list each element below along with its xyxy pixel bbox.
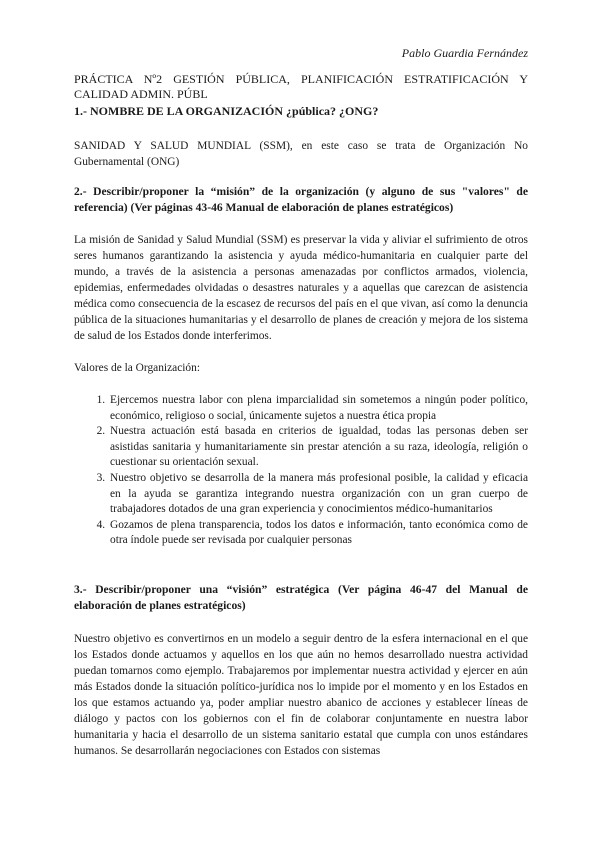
values-list bbox=[74, 393, 528, 549]
section3-heading: 3.- Describir/proponer una “visión” estratégica (Ver página 46-47 del Manual de elaboración de planes estratégicos) bbox=[74, 583, 528, 612]
value-item: 2. Nuestra actuación está basada en criterios de igualdad, todas las personas deben ser asistidas sanitaria y humanitariamente sin prestar atención a su raza, ideología, religión o cuestionar su orientación sexual. bbox=[108, 424, 528, 471]
author-name: Pablo Guardia Fernández bbox=[401, 46, 528, 60]
value-item: 3. Nuestro objetivo se desarrolla de la manera más profesional posible, la calidad y eficacia en la ayuda se garantiza integrando nuestra organización con un gran cuerpo de trabajadores dotados de una gran experiencia y conocimientos médico-humanitarios bbox=[108, 471, 528, 518]
section2-heading: 2.- Describir/proponer la “misión” de la organización (y alguno de sus "valores" de referencia) (Ver páginas 43-46 Manual de elaboración de planes estratégicos) bbox=[74, 185, 528, 214]
practice-title: PRÁCTICA Nº2 GESTIÓN PÚBLICA, PLANIFICACIÓN ESTRATIFICACIÓN Y CALIDAD ADMIN. PÚBL bbox=[74, 72, 528, 101]
section3-body: Nuestro objetivo es convertirnos en un modelo a seguir dentro de la esfera internacional en el que los Estados donde actuamos y aquellos en los que aún no hemos desarrollado nuestra actividad puedan tomarnos como ejemplo. Trabajaremos por implementar nuestra actividad y ejercer en aún más Estados donde la situación político-jurídica nos lo impide por el momento y en los Estados en los que estamos actuando ya, poder ampliar nuestro abanico de acciones y establecer líneas de diálogo y pactos con los gobiernos con el fin de colaborar conjuntamente en nuestra labor humanitaria y hacia el desarrollo de un sistema sanitario estatal que cumpla con unos estándares humanos. Se desarrollarán negociaciones con Estados con sistemas bbox=[74, 633, 528, 757]
values-label: Valores de la Organización: bbox=[74, 362, 200, 374]
section1-body: SANIDAD Y SALUD MUNDIAL (SSM), en este caso se trata de Organización No Gubernamental (ONG) bbox=[74, 140, 528, 168]
section1-heading: 1.- NOMBRE DE LA ORGANIZACIÓN ¿pública? ¿ONG? bbox=[74, 104, 379, 118]
value-item: 1. Ejercemos nuestra labor con plena imparcialidad sin sometemos a ningún poder político, económico, religioso o social, únicamente sujetos a nuestra ética propia bbox=[108, 393, 528, 424]
section2-body: La misión de Sanidad y Salud Mundial (SSM) es preservar la vida y aliviar el sufrimiento de otros seres humanos garantizando la asistencia y ayuda médico-humanitaria en cualquier parte del mundo, a través de la asistencia a personas amenazadas por conflictos armados, violencia, epidemias, enfermedades olvidadas o desastres naturales y a aquellas que carezcan de asistencia médica como consecuencia de la escasez de recursos del país en el que vivan, así como la denuncia pública de la situaciones humanitarias y el desarrollo de planes de creación y mejora de los sistema de salud de los Estados donde interferimos. bbox=[74, 234, 528, 342]
value-item: 4. Gozamos de plena transparencia, todos los datos e información, tanto económica como de otra índole puede ser revisada por cualquier personas bbox=[108, 518, 528, 549]
